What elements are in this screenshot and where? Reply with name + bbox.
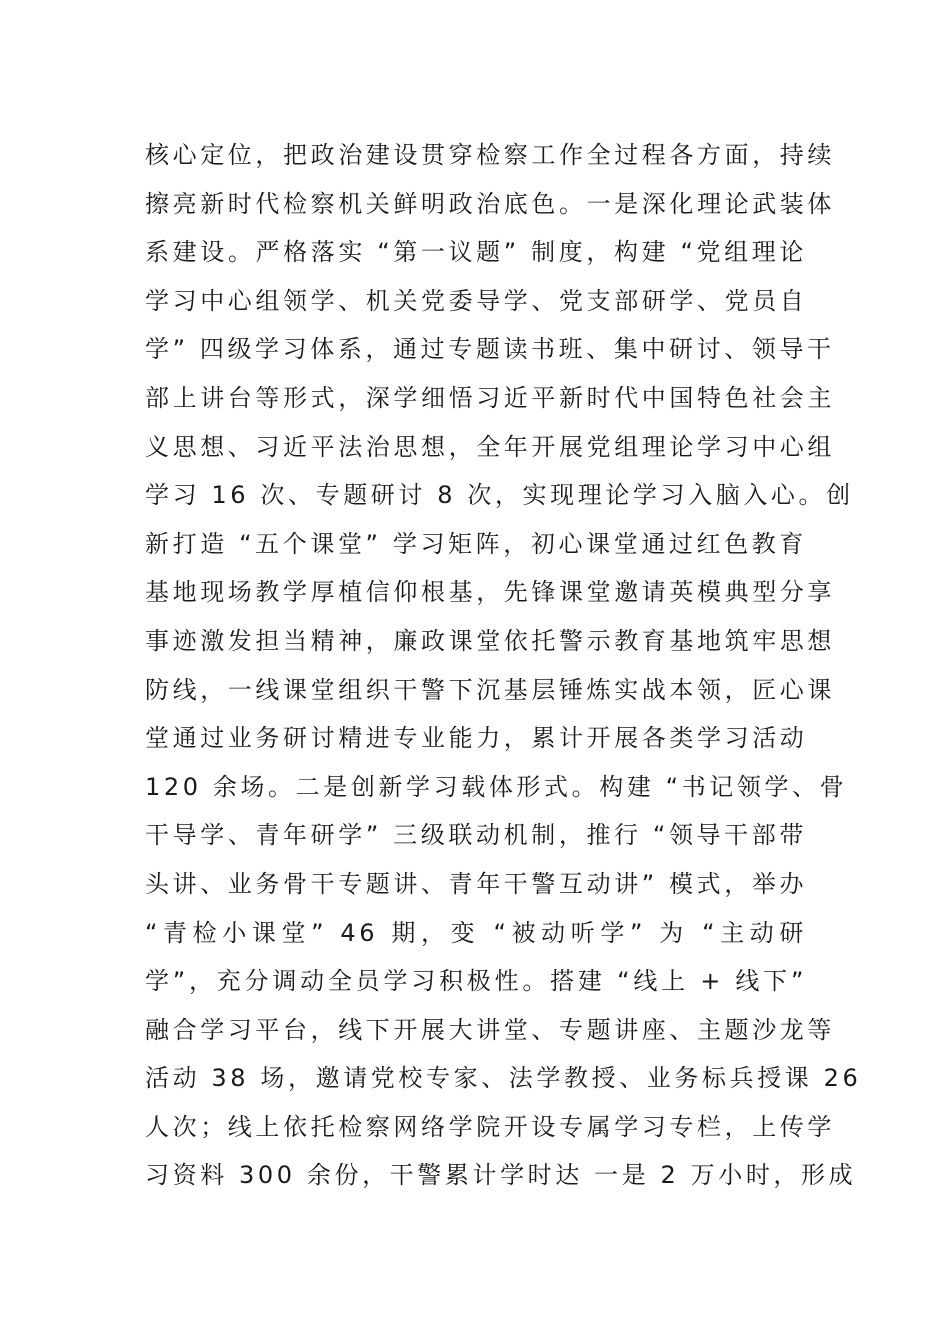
text-line-20: 活动 38 场，邀请党校专家、法学教授、业务标兵授课 26	[145, 1064, 862, 1093]
text-line-19: 融合学习平台，线下开展大讲堂、专题讲座、主题沙龙等	[145, 1015, 835, 1044]
text-line-5: 学” 四级学习体系，通过专题读书班、集中研讨、领导干	[145, 335, 835, 364]
text-line-17: “青检小课堂” 46 期，变 “被动听学” 为 “主动研	[145, 918, 807, 947]
text-line-2: 擦亮新时代检察机关鲜明政治底色。一是深化理论武装体	[145, 189, 835, 218]
text-line-11: 事迹激发担当精神，廉政课堂依托警示教育基地筑牢思想	[145, 626, 835, 655]
text-line-1: 核心定位，把政治建设贯穿检察工作全过程各方面，持续	[145, 141, 835, 169]
text-line-6: 部上讲台等形式，深学细悟习近平新时代中国特色社会主	[145, 383, 835, 412]
text-line-12: 防线，一线课堂组织干警下沉基层锤炼实战本领，匠心课	[145, 675, 835, 704]
text-line-15: 干导学、青年研学” 三级联动机制，推行 “领导干部带	[145, 821, 807, 850]
body-paragraph	[145, 134, 862, 1203]
text-line-16: 头讲、业务骨干专题讲、青年干警互动讲” 模式，举办	[145, 869, 808, 898]
text-line-9: 新打造 “五个课堂” 学习矩阵，初心课堂通过红色教育	[145, 529, 807, 558]
text-line-10: 基地现场教学厚植信仰根基，先锋课堂邀请英模典型分享	[145, 578, 835, 607]
text-line-14: 120 余场。二是创新学习载体形式。构建 “书记领学、骨	[145, 772, 848, 801]
text-line-8: 学习 16 次、专题研讨 8 次，实现理论学习入脑入心。创	[145, 481, 854, 510]
text-line-22: 习资料 300 余份，干警累计学时达 一是 2 万小时，形成	[145, 1161, 857, 1190]
text-line-18: 学”，充分调动全员学习积极性。搭建 “线上 + 线下”	[145, 967, 807, 996]
text-line-21: 人次；线上依托检察网络学院开设专属学习专栏，上传学	[145, 1112, 835, 1141]
text-line-3: 系建设。严格落实 “第一议题” 制度，构建 “党组理论	[145, 238, 807, 267]
text-line-13: 堂通过业务研讨精进专业能力，累计开展各类学习活动	[145, 724, 808, 753]
text-line-7: 义思想、习近平法治思想，全年开展党组理论学习中心组	[145, 432, 835, 461]
text-line-4: 学习中心组领学、机关党委导学、党支部研学、党员自	[145, 286, 808, 315]
